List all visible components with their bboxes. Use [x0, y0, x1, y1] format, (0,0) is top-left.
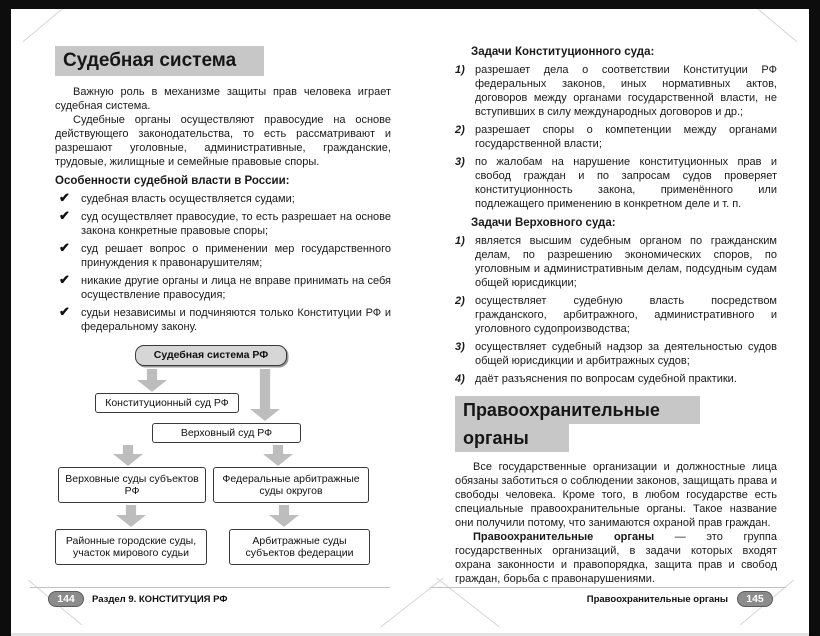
paragraph: Судебные органы осуществляют правосудие на основе действующего законодательства, то есть рассматривают и разрешают уголовные, административные, гражданские, трудовые, жилищные и семейные правовые споры.: [55, 114, 391, 168]
diagram-box-federal-arbitration: Федеральные арбитражные суды округов: [213, 467, 369, 503]
arrow-down-icon: [113, 445, 143, 466]
list-item-text: осуществляет судебный надзор за деятельностью судов общей юрисдикции и арбитражных судов;: [475, 341, 777, 367]
list-item-text: является высшим судебным органом по гражданским делам, по разрешению экономических споров, по уголовным и административным делам, подсудным судам общей юрисдикции;: [475, 235, 777, 289]
list-number: 3): [455, 341, 465, 353]
arrow-down-icon: [250, 369, 280, 421]
diagram-box-constitutional-court: Конституционный суд РФ: [95, 393, 239, 413]
scan-edge-top: [0, 0, 820, 9]
arrow-down-icon: [116, 505, 146, 527]
paragraph: Все государственные организации и должностные лица обязаны заботиться о соблюдении законов, защищать права и свободы человека. Кроме того, в любом государстве есть специальные правоохранительные органы. Такое название они получили потому, что занимаются охраной прав граждан.: [455, 461, 777, 529]
diagram-box-regional-courts: Верховные суды субъектов РФ: [58, 467, 206, 503]
list-item-text: суд решает вопрос о применении мер государственного принуждения к правонарушителям;: [81, 243, 391, 269]
list-item-text: разрешает дела о соответствии Конституции РФ федеральных законов, иных нормативных актов, договоров между органами государственной власти, не вступивших в силу международных договоров и др.;: [475, 64, 777, 118]
list-item-text: по жалобам на нарушение конституционных прав и свобод граждан и по запросам судов проверяет конституционность закона, применённого или подлежащего применению в конкретном деле и т. п.: [475, 156, 777, 210]
footer-section-label-left: Раздел 9. КОНСТИТУЦИЯ РФ: [92, 594, 228, 605]
checkmark-icon: ✔: [59, 304, 70, 319]
list-number: 2): [455, 295, 465, 307]
list-item-text: разрешает споры о компетенции между органами государственной власти;: [475, 124, 777, 150]
page-title-judicial-system: Судебная система: [55, 46, 264, 76]
page-number-left: 144: [48, 591, 84, 607]
checkmark-icon: ✔: [59, 240, 70, 255]
checkmark-icon: ✔: [59, 272, 70, 287]
list-number: 2): [455, 124, 465, 136]
arrow-down-icon: [263, 445, 293, 466]
arrow-down-icon: [137, 369, 167, 392]
supreme-tasks-heading: Задачи Верховного суда:: [471, 217, 616, 229]
const-tasks-heading: Задачи Конституционного суда:: [471, 46, 655, 58]
list-item-text: осуществляет судебную власть посредством гражданского, арбитражного, административного и уголовного судопроизводства;: [475, 295, 777, 335]
page-number-right: 145: [737, 591, 773, 607]
list-item-text: судьи независимы и подчиняются только Конституции РФ и федеральному закону.: [81, 307, 391, 333]
list-item-text: суд осуществляет правосудие, то есть разрешает на основе закона конкретные правовые споры;: [81, 211, 391, 237]
list-number: 1): [455, 64, 465, 76]
term-bold: Правоохранительные органы: [473, 531, 655, 543]
page-title-line2: органы: [455, 424, 569, 452]
term-definition: — это группа государственных организаций, в задачи которых входят охрана законности и правопорядка, защита прав и свобод граждан, борьба с правонарушениями.: [455, 531, 777, 584]
scan-edge-left: [0, 0, 11, 636]
list-number: 1): [455, 235, 465, 247]
diagram-box-supreme-court: Верховный суд РФ: [152, 423, 301, 443]
arrow-down-icon: [269, 505, 299, 527]
list-item-text: никакие другие органы и лица не вправе принимать на себя осуществление правосудия;: [81, 275, 391, 301]
diagram-box-arbitration-subjects: Арбитражные суды субъектов федерации: [229, 529, 370, 565]
diagram-box-district-courts: Районные городские суды, участок мирового судьи: [55, 529, 207, 565]
checkmark-icon: ✔: [59, 208, 70, 223]
footer-section-label-right: Правоохранительные органы: [586, 594, 728, 605]
scan-edge-right: [809, 0, 820, 636]
list-number: 3): [455, 156, 465, 168]
paragraph: Важную роль в механизме защиты прав человека играет судебная система.: [55, 86, 391, 112]
features-heading: Особенности судебной власти в России:: [55, 175, 290, 187]
checkmark-icon: ✔: [59, 190, 70, 205]
list-number: 4): [455, 373, 465, 385]
list-item-text: судебная власть осуществляется судами;: [81, 193, 295, 205]
list-item-text: даёт разъяснения по вопросам судебной практики.: [475, 373, 737, 385]
page-title-line1: Правоохранительные: [455, 396, 700, 424]
diagram-box-root: Судебная система РФ: [135, 345, 287, 366]
